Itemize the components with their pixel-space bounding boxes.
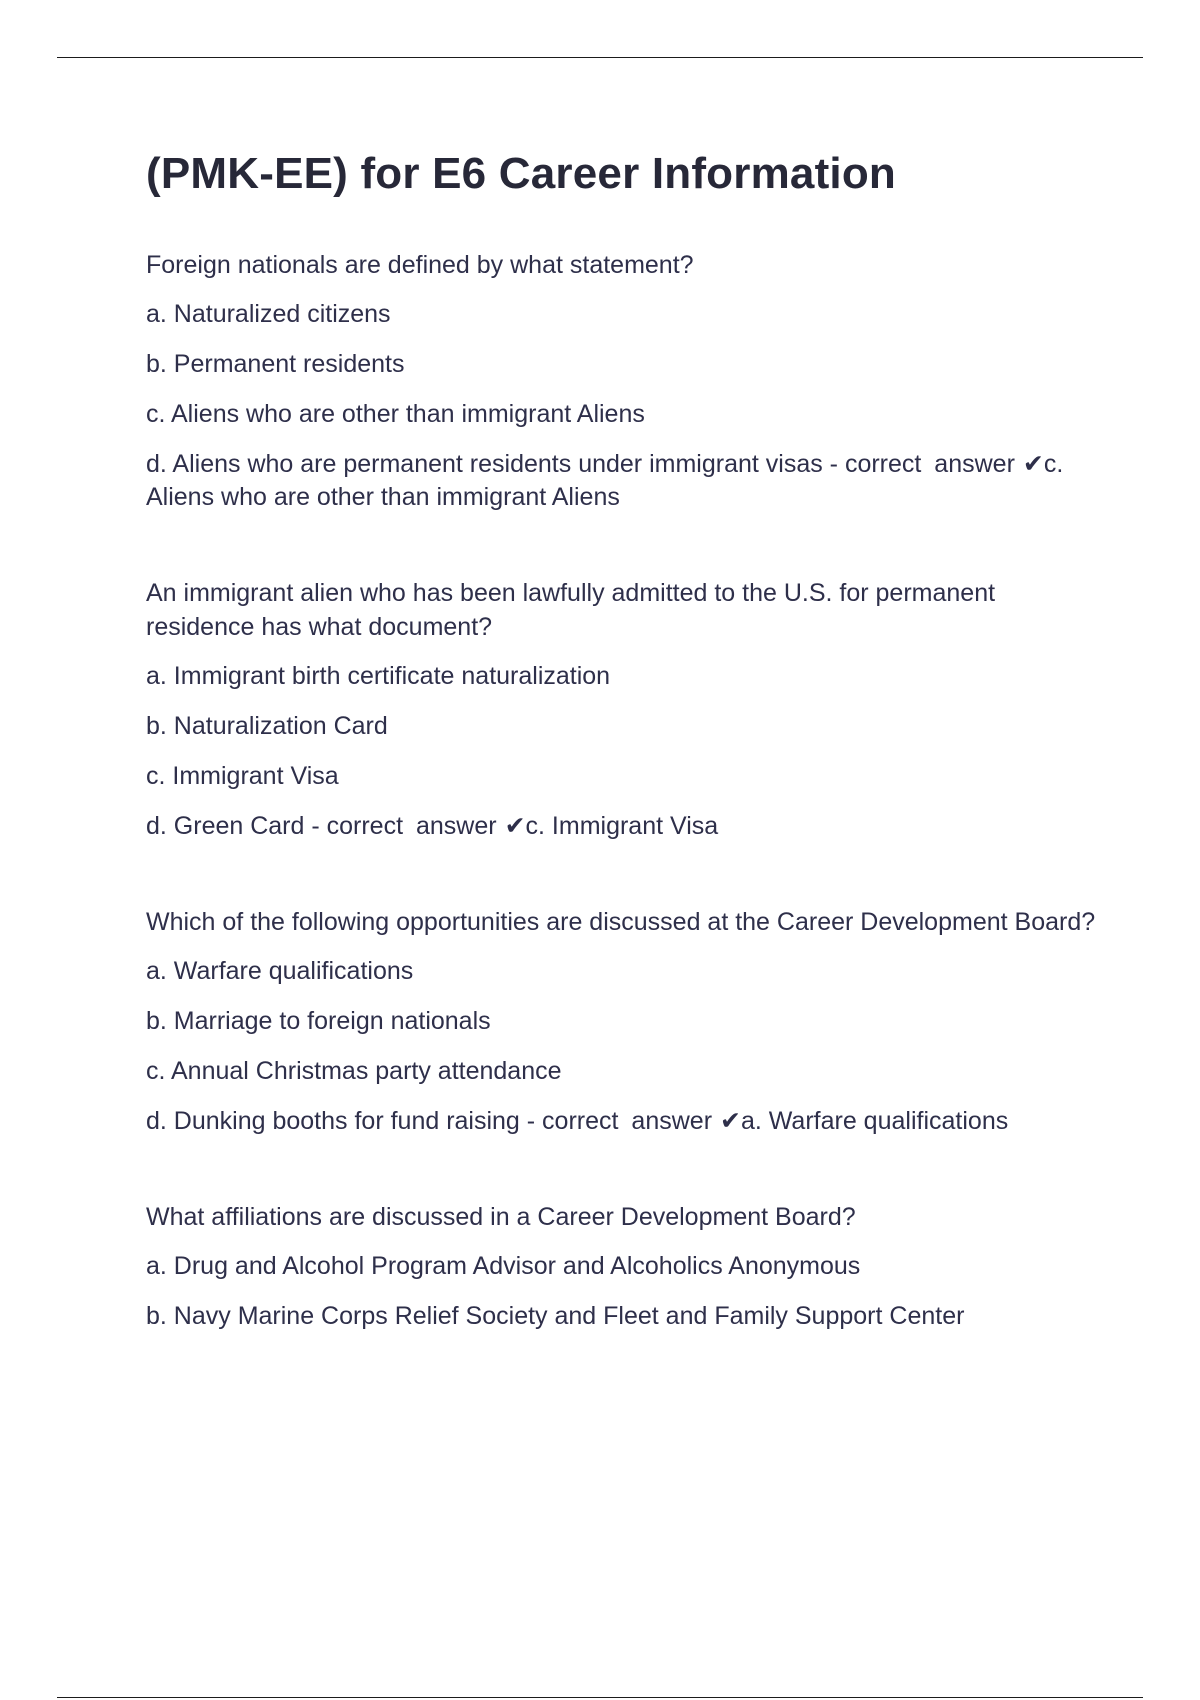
top-rule <box>57 57 1143 58</box>
option-a: a. Drug and Alcohol Program Advisor and Alcoholics Anonymous <box>146 1252 861 1280</box>
question-block <box>146 1200 1096 1333</box>
question-block <box>146 576 1096 843</box>
correct-answer: a. Warfare qualifications <box>740 1107 1009 1135</box>
correct-answer: c. Immigrant Visa <box>525 812 719 840</box>
question-list <box>146 248 1096 1333</box>
option-c: c. Annual Christmas party attendance <box>146 1057 562 1085</box>
question-text: Foreign nationals are defined by what statement? <box>146 251 694 279</box>
option-d-text: d. Green Card - correct <box>146 812 404 840</box>
option-b: b. Naturalization Card <box>146 712 388 740</box>
question-text: What affiliations are discussed in a Career Development Board? <box>146 1203 856 1231</box>
option-a: a. Immigrant birth certificate naturalization <box>146 662 611 690</box>
option-b: b. Navy Marine Corps Relief Society and Fleet and Family Support Center <box>146 1302 965 1330</box>
option-c: c. Aliens who are other than immigrant Aliens <box>146 400 645 428</box>
option-d-text: d. Aliens who are permanent residents under immigrant visas - correct <box>146 450 922 478</box>
answer-label: answer <box>934 450 1015 478</box>
answer-label: answer <box>631 1107 713 1135</box>
option-d-with-answer <box>146 1105 1096 1138</box>
question-block <box>146 248 1096 514</box>
option-b: b. Marriage to foreign nationals <box>146 1007 491 1035</box>
option-a: a. Naturalized citizens <box>146 300 391 328</box>
question-text: An immigrant alien who has been lawfully admitted to the U.S. for permanent residence has what document? <box>146 579 996 641</box>
question-block <box>146 905 1096 1138</box>
option-d-with-answer <box>146 810 1096 843</box>
page-title: (PMK-EE) for E6 Career Information <box>146 149 897 198</box>
option-b: b. Permanent residents <box>146 350 405 378</box>
document-body <box>146 145 1096 1333</box>
option-c: c. Immigrant Visa <box>146 762 339 790</box>
checkmark-icon: ✔ <box>504 812 526 840</box>
bottom-rule <box>57 1697 1143 1698</box>
option-d-text: d. Dunking booths for fund raising - correct <box>146 1107 619 1135</box>
checkmark-icon: ✔ <box>720 1107 741 1135</box>
option-a: a. Warfare qualifications <box>146 957 414 985</box>
option-d-with-answer <box>146 448 1096 514</box>
question-text: Which of the following opportunities are discussed at the Career Development Board? <box>146 908 1096 936</box>
answer-label: answer <box>415 812 497 840</box>
correct-answer: c. Aliens who are other than immigrant Aliens <box>146 450 1064 511</box>
checkmark-icon: ✔ <box>1022 450 1044 478</box>
